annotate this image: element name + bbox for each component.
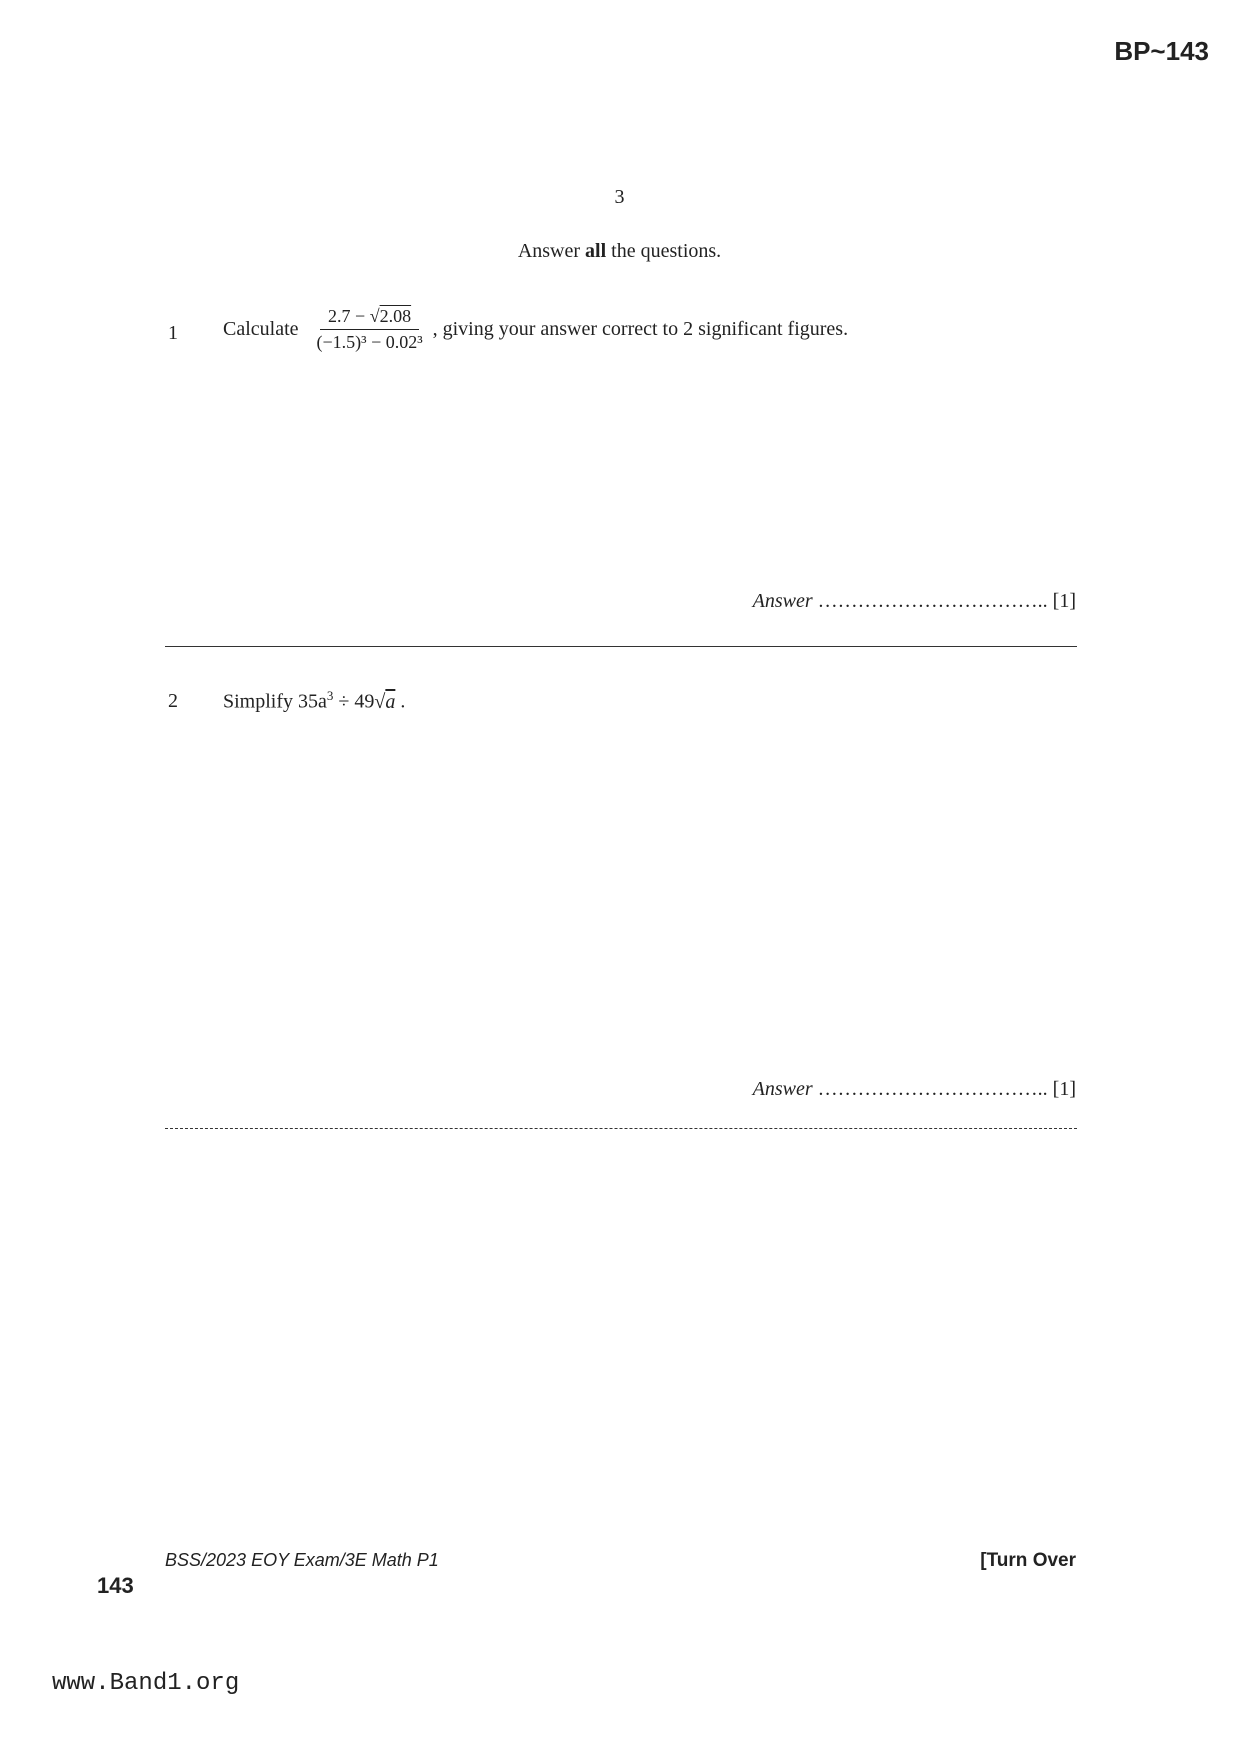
question-2-number: 2 [168, 690, 178, 712]
question-1-instruction: , giving your answer correct to 2 significant figures. [432, 318, 849, 340]
question-1-number: 1 [168, 322, 178, 344]
page-number: 3 [614, 186, 625, 208]
exam-code: BSS/2023 EOY Exam/3E Math P1 [165, 1550, 439, 1570]
numerator-value: 2.7 [328, 306, 351, 326]
sqrt-radicand: a [385, 690, 396, 713]
sqrt-expression: √2.08 [369, 306, 412, 326]
document-code: BP~143 [1114, 36, 1209, 66]
question-1-answer-line[interactable] [753, 590, 1076, 613]
question-2-text [223, 688, 405, 714]
fraction-denominator: (−1.5)³ − 0.02³ [316, 332, 423, 352]
instruction-pre: Answer [517, 240, 586, 262]
sqrt-expression: √a [374, 690, 396, 713]
marks: [1] [1052, 590, 1076, 612]
question-1-text [223, 306, 848, 353]
question-divider [165, 1128, 1077, 1129]
numerator-minus: − [355, 306, 366, 326]
question-1-fraction [317, 306, 423, 353]
question-2-suffix: . [395, 690, 406, 713]
question-2-exponent: 3 [326, 688, 334, 703]
question-2-answer-line[interactable] [753, 1078, 1076, 1101]
answer-blank[interactable]: …………………………….. [817, 1078, 1048, 1100]
instruction [0, 240, 1239, 263]
watermark-url: www.Band1.org [52, 1670, 240, 1697]
answer-label: Answer [752, 1078, 813, 1100]
question-2-prefix: Simplify 35a [223, 690, 327, 713]
marks: [1] [1052, 1078, 1076, 1100]
page-id: 143 [97, 1573, 134, 1598]
sqrt-radicand: 2.08 [379, 306, 412, 326]
question-2-divide: ÷ 49 [333, 690, 375, 713]
instruction-post: the questions. [606, 240, 722, 262]
fraction-numerator [320, 306, 419, 330]
answer-label: Answer [752, 590, 813, 612]
answer-blank[interactable]: …………………………….. [817, 590, 1048, 612]
instruction-emphasis: all [585, 240, 607, 262]
question-1-verb: Calculate [223, 318, 299, 340]
question-divider [165, 646, 1077, 647]
turn-over-label: [Turn Over [980, 1550, 1076, 1571]
